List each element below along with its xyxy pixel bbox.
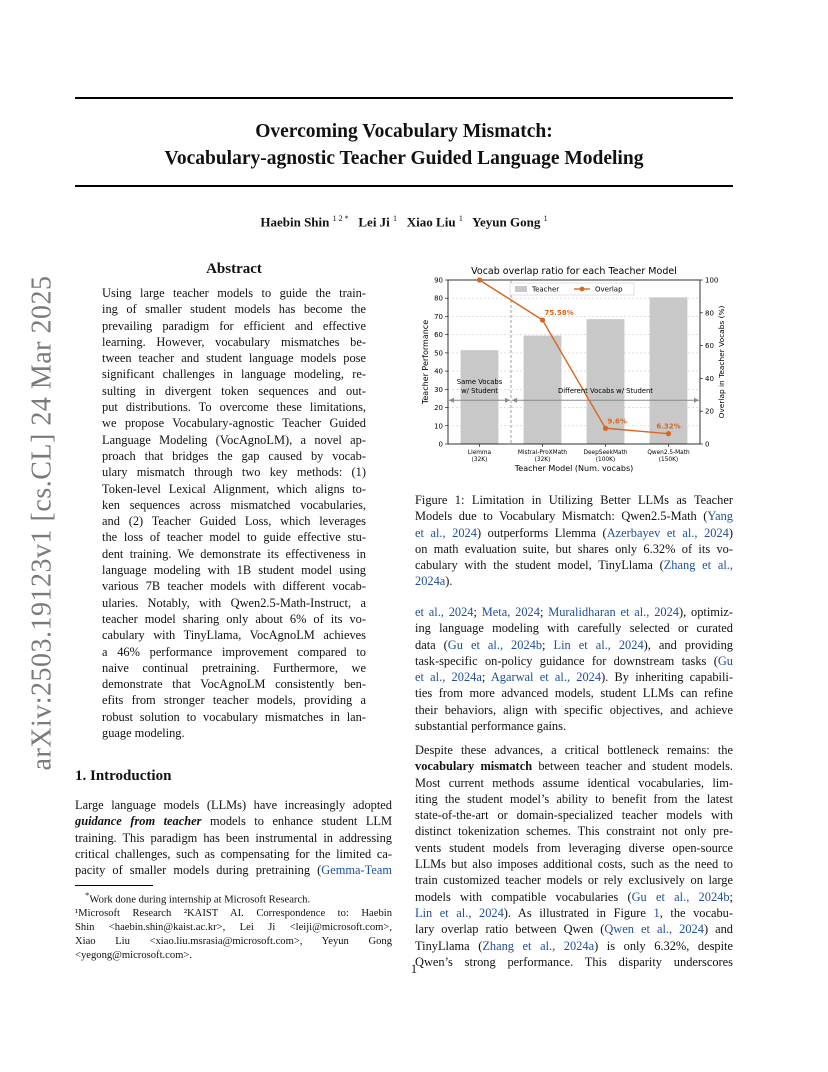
chart-y-axis-label: Teacher Performance: [421, 319, 430, 405]
citation-link[interactable]: et al., 2024: [415, 605, 474, 619]
emphasis-text: guidance from teacher: [75, 814, 202, 829]
chart-overlap-point-deepseekmath: [603, 426, 608, 431]
citation-link[interactable]: Zhang et al., 2024a: [482, 938, 595, 953]
citation-link[interactable]: Meta, 2024: [481, 605, 540, 619]
citation-link[interactable]: Gu et al., 2024b: [447, 637, 543, 652]
footnotes: *Work done during internship at Microsoft Research. ¹Microsoft Research ²KAIST AI. Correspondence to: Haebin Shin <haebin.shin@kaist.ac.kr>, Lei Ji <leiji@microsoft.com>, Xiao Liu <xiao.liu.msrasia@microsoft.com>, Yeyun Gong <yegong@microsoft.com>.: [75, 890, 392, 961]
chart-right-tick-label: 0: [705, 440, 710, 449]
citation-link[interactable]: et al., 2024a: [415, 670, 482, 685]
figure-caption: Figure 1: Limitation in Utilizing Better LLMs as Teacher Models due to Vocabulary Mismatch: Qwen2.5-Math (Yang et al., 2024) outperforms Llemma (Azerbayev et al., 2024) on math evaluation suite, but shares only 6.32% of its vo- cabulary with the student model, TinyLlama (Zhang et al., 2024a).: [415, 493, 733, 589]
author-affiliation: 1: [458, 214, 463, 223]
chart-data-label: 6.32%: [656, 422, 681, 431]
chart-left-tick-label: 50: [434, 349, 443, 358]
chart-x-tick-sublabel: (100K): [595, 457, 616, 463]
chart-left-tick-label: 0: [438, 440, 443, 449]
author-affiliation: 1: [393, 214, 398, 223]
chart-legend-label-teacher: Teacher: [532, 285, 560, 294]
chart-y2-axis-label: Overlap in Teacher Vocabs (%): [717, 305, 726, 419]
chart-data-label: 9.6%: [607, 417, 627, 426]
chart-bar-mistral-proxmath: [524, 336, 562, 444]
chart-left-tick-label: 30: [434, 385, 443, 394]
chart-x-tick-label: Qwen2.5-Math: [647, 450, 690, 456]
page-number: 1: [410, 962, 418, 976]
figure-reference-link[interactable]: 1: [653, 905, 660, 920]
chart-x-tick-label: Mistral-ProXMath: [517, 450, 568, 456]
chart-legend-swatch-teacher: [515, 286, 527, 292]
chart-right-tick-label: 100: [705, 276, 719, 285]
citation-link[interactable]: et al., 2024: [415, 525, 477, 540]
chart-legend-marker-overlap: [580, 287, 585, 292]
chart-diff-vocab-arrow-head-right: [694, 398, 699, 403]
chart-legend-label-overlap: Overlap: [595, 285, 623, 294]
chart-left-tick-label: 40: [434, 367, 443, 376]
citation-link[interactable]: Zhang et al.,: [663, 558, 733, 573]
paper-title: Overcoming Vocabulary Mismatch: Vocabulary-agnostic Teacher Guided Language Modeling: [164, 121, 644, 169]
chart-overlap-polyline: [480, 280, 669, 434]
chart-overlap-point-mistral-proxmath: [540, 317, 545, 322]
author-name: Yeyun Gong: [472, 214, 541, 230]
citation-link[interactable]: Muralidharan et al., 2024: [548, 605, 679, 619]
citation-link[interactable]: Lin et al., 2024: [553, 637, 644, 652]
footnote-rule: [75, 885, 153, 886]
author-affiliation: 1: [543, 214, 548, 223]
citation-link[interactable]: Azerbayev et al., 2024: [606, 525, 729, 540]
citation-link[interactable]: Lin et al., 2024: [415, 905, 504, 920]
author-list: [75, 214, 733, 230]
chart-same-vocab-arrow-head-right: [505, 398, 510, 403]
vocab-overlap-chart: [414, 262, 734, 476]
chart-right-tick-label: 20: [705, 407, 714, 416]
chart-left-tick-label: 80: [434, 294, 443, 303]
chart-same-vocab-arrow-head-left: [449, 398, 454, 403]
chart-left-tick-label: 70: [434, 312, 443, 321]
abstract-body: Using large teacher models to guide the train- ing of smaller student models has become the prevailing paradigm for efficient and effective learning. However, vocabulary mismatches be- tween teacher and student language models pose significant challenges in language modeling, re- sulting in divergent token sequences and out- put distributions. To overcome these limitations, we propose Vocabulary-agnostic Teacher Guided Language Modeling (VocAgnoLM), a novel ap- proach that bridges the gap caused by vocab- ulary mismatch through two key methods: (1) Token-level Lexical Alignment, which aligns to- ken sequences across mismatched vocabularies, and (2) Teacher Guided Loss, which leverages the loss of teacher model to guide effective stu- dent training. We demonstrate its effectiveness in language modeling with 1B student model using various 7B teacher models with different vocab- ularies. Notably, with Qwen2.5-Math-Instruct, a teacher model sharing only about 6% of its vo- cabulary with TinyLlama, VocAgnoLM achieves a 46% performance improvement compared to naive continual pretraining. Furthermore, we demonstrate that VocAgnoLM consistently ben- efits from stronger teacher models, providing a robust solution to vocabulary mismatches in lan- guage modeling.: [102, 286, 366, 741]
section-heading-introduction: 1. Introduction: [75, 768, 172, 784]
chart-left-tick-label: 20: [434, 404, 443, 413]
author-name: Haebin Shin: [260, 214, 330, 230]
chart-left-tick-label: 60: [434, 331, 443, 340]
citation-link[interactable]: 2024a: [415, 574, 446, 589]
chart-overlap-point-qwen2-5-math: [666, 431, 671, 436]
title-top-rule: [75, 97, 733, 99]
arxiv-identifier: arXiv:2503.19123v1 [cs.CL] 24 Mar 2025: [26, 275, 57, 771]
author-name: Lei Ji: [358, 214, 390, 230]
chart-bar-llemma: [461, 350, 499, 444]
citation-link[interactable]: Agarwal et al., 2024: [490, 670, 602, 685]
chart-x-tick-sublabel: (150K): [658, 457, 679, 463]
chart-right-tick-label: 40: [705, 374, 714, 383]
citation-link[interactable]: Gemma-Team: [321, 863, 392, 878]
right-column-paragraph-1: et al., 2024; Meta, 2024; Muralidharan et al., 2024), optimiz- ing language modeling with carefully selected or curated data (Gu et al., 2024b; Lin et al., 2024), and providing task-specific on-policy guidance for downstream tasks (Gu et al., 2024a; Agarwal et al., 2024). By inheriting capabili- ties from more advanced models, student LLMs can refine their behaviors, align with specific objectives, and achieve substantial performance gains.: [415, 605, 734, 734]
citation-link[interactable]: Gu: [717, 653, 733, 668]
chart-x-tick-label: DeepSeekMath: [583, 450, 628, 456]
chart-right-tick-label: 60: [705, 342, 714, 351]
chart-x-axis-label: Teacher Model (Num. vocabs): [514, 464, 634, 473]
chart-x-tick-label: Llemma: [467, 450, 492, 456]
abstract-heading: Abstract: [206, 261, 262, 277]
author-affiliation: 1 2 *: [332, 214, 349, 223]
introduction-body: Large language models (LLMs) have increasingly adopted guidance from teacher models to enhance student LLM training. This paradigm has been instrumental in addressing critical challenges, such as compensating for the limited ca- pacity of smaller models during pretraining (Gemma-Team: [75, 798, 392, 878]
chart-bars: [461, 297, 688, 444]
chart-left-tick-label: 90: [434, 276, 443, 285]
chart-annotation-same-vocabs: Same Vocabs: [456, 378, 503, 387]
bold-term: vocabulary mismatch: [415, 759, 533, 774]
chart-annotation-w-student: w/ Student: [461, 387, 498, 396]
chart-overlap-point-llemma: [477, 277, 482, 282]
chart-overlap-line: [477, 277, 671, 436]
author-name: Xiao Liu: [406, 214, 456, 230]
chart-bar-deepseekmath: [587, 319, 625, 444]
chart-data-label: 75.58%: [544, 309, 574, 318]
citation-link[interactable]: Yang: [707, 509, 733, 524]
chart-right-tick-label: 80: [705, 309, 714, 318]
chart-x-tick-sublabel: (32K): [471, 457, 488, 463]
right-column-paragraph-2: Despite these advances, a critical bottleneck remains: the vocabulary mismatch between teacher and student models. Most current methods assume identical vocabularies, lim- iting the student model’s ability to benefit from the latest state-of-the-art or domain-specialized teacher models with distinct tokenization schemes. This constraint not only pre- vents student models from leveraging diverse open-source LLMs but also imposes additional costs, such as the need to train customized teacher models or rely exclusively on large models with compatible vocabularies (Gu et al., 2024b; Lin et al., 2024). As illustrated in Figure 1, the vocabu- lary overlap ratio between Qwen (Qwen et al., 2024) and TinyLlama (Zhang et al., 2024a) is only 6.32%, despite Qwen’s strong performance. This disparity underscores: [415, 743, 734, 969]
chart-left-tick-label: 10: [434, 422, 443, 431]
chart-x-tick-sublabel: (32K): [534, 457, 551, 463]
citation-link[interactable]: Qwen et al., 2024: [604, 922, 704, 937]
chart-title: Vocab overlap ratio for each Teacher Model: [471, 266, 677, 277]
chart-diff-vocab-arrow-head-left: [512, 398, 517, 403]
citation-link[interactable]: Gu et al., 2024b: [631, 889, 730, 904]
title-bottom-rule: [75, 185, 733, 187]
chart-annotation-different-vocabs: Different Vocabs w/ Student: [558, 387, 653, 396]
